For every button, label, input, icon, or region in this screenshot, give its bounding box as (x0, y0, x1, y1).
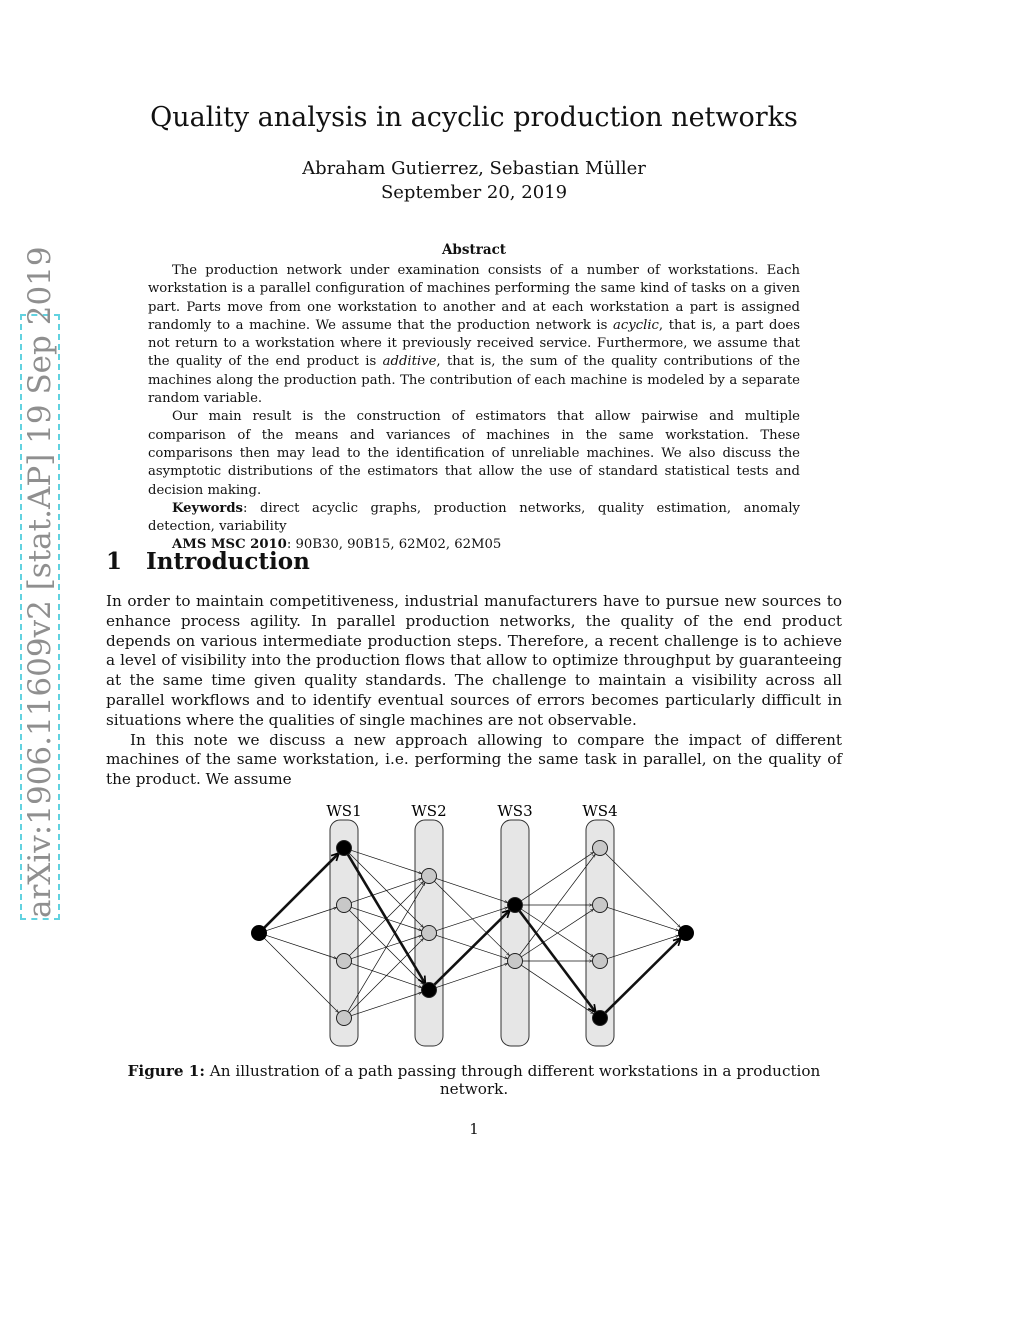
machine-node (337, 898, 352, 913)
network-edge (266, 908, 336, 931)
intro-paragraph: In this note we discuss a new approach allowing to compare the impact of different machines of the same workstation, i.e. performing the same task in parallel, on the quality of the product. We assume (106, 730, 842, 789)
network-edge (436, 964, 507, 988)
machine-node (508, 954, 523, 969)
intro-paragraph: In order to maintain competitiveness, industrial manufacturers have to pursue new sources to enhance process agility. In parallel production networks, the quality of the end product depends on various intermediate production steps. Therefore, a recent challenge is to achieve a level of visibility into the production flows that allow to optimize throughput by guaranteeing at the same time given quality standards. The challenge to maintain a visibility across all parallel workflows and to identify eventual sources of errors becomes particularly difficult in situations where the qualities of single machines are not observable. (106, 592, 842, 729)
authors: Abraham Gutierrez, Sebastian Müller (302, 158, 646, 179)
msc-codes: AMS MSC 2010: 90B30, 90B15, 62M02, 62M05 (172, 537, 502, 553)
selected-machine-node (508, 898, 523, 913)
machine-node (337, 1011, 352, 1026)
machine-node (337, 954, 352, 969)
network-edge (349, 939, 423, 1013)
abstract-heading: Abstract (441, 242, 507, 258)
sink-node (679, 926, 694, 941)
keywords: Keywords: direct acyclic graphs, production networks, quality estimation, anomaly detection, variability (148, 500, 800, 535)
abstract (148, 262, 800, 555)
abstract-paragraph: Our main result is the construction of estimators that allow pairwise and multiple comparison of the means and variances of machines in the same workstation. These comparisons then may lead to the identification of unreliable machines. We also discuss the asymptotic distributions of the estimators that allow the use of standard statistical tests and decision making. (148, 409, 800, 498)
workstation-lane-3 (501, 820, 529, 1046)
network-edge (266, 935, 336, 958)
page-number: 1 (469, 1120, 479, 1138)
selected-machine-node (593, 1011, 608, 1026)
highlighted-path-edge (348, 854, 425, 983)
source-node (252, 926, 267, 941)
network-edge (434, 881, 509, 955)
network-edge (351, 993, 421, 1016)
section-heading: 1 Introduction (106, 548, 310, 575)
machine-node (593, 841, 608, 856)
selected-machine-node (337, 841, 352, 856)
machine-node (593, 898, 608, 913)
selected-machine-node (422, 983, 437, 998)
figure-caption: Figure 1: An illustration of a path passing through different workstations in a production network. (127, 1062, 821, 1098)
abstract-paragraph: The production network under examination consists of a number of workstations. Each workstation is a parallel configuration of machines performing the same kind of tasks on a given part. Parts move from one workstation to another and at each workstation a part is assigned randomly to a machine. We assume that the production network is acyclic, that is, a part does not return to a workstation where it previously received service. Furthermore, we assume that the quality of the end product is additive, that is, the sum of the quality contributions of the machines along the production path. The contribution of each machine is modeled by a separate random variable. (148, 263, 800, 407)
network-edge (521, 852, 593, 900)
highlighted-path-edge (605, 939, 680, 1013)
highlighted-path-edge (434, 911, 509, 985)
network-figure (240, 798, 710, 1050)
network-edge (436, 907, 507, 930)
network-edge (607, 935, 678, 958)
ws-label-2: WS2 (411, 802, 447, 820)
production-network-diagram (240, 798, 710, 1050)
network-edge (607, 907, 678, 930)
date: September 20, 2019 (380, 182, 568, 203)
network-edge (351, 879, 421, 903)
ws-label-1: WS1 (326, 802, 362, 820)
arxiv-stamp: arXiv:1906.11609v2 [stat.AP] 19 Sep 2019 (22, 246, 58, 918)
ws-label-4: WS4 (582, 802, 618, 820)
network-edge (521, 965, 593, 1013)
machine-node (593, 954, 608, 969)
machine-node (422, 869, 437, 884)
ws-label-3: WS3 (497, 802, 533, 820)
network-edge (605, 853, 680, 927)
introduction-text (106, 592, 842, 790)
network-edge (436, 878, 507, 902)
machine-node (422, 926, 437, 941)
highlighted-path-edge (264, 854, 338, 928)
paper-title: Quality analysis in acyclic production networks (150, 102, 798, 133)
network-edge (351, 850, 421, 873)
network-edge (264, 938, 338, 1012)
network-edge (348, 883, 425, 1012)
